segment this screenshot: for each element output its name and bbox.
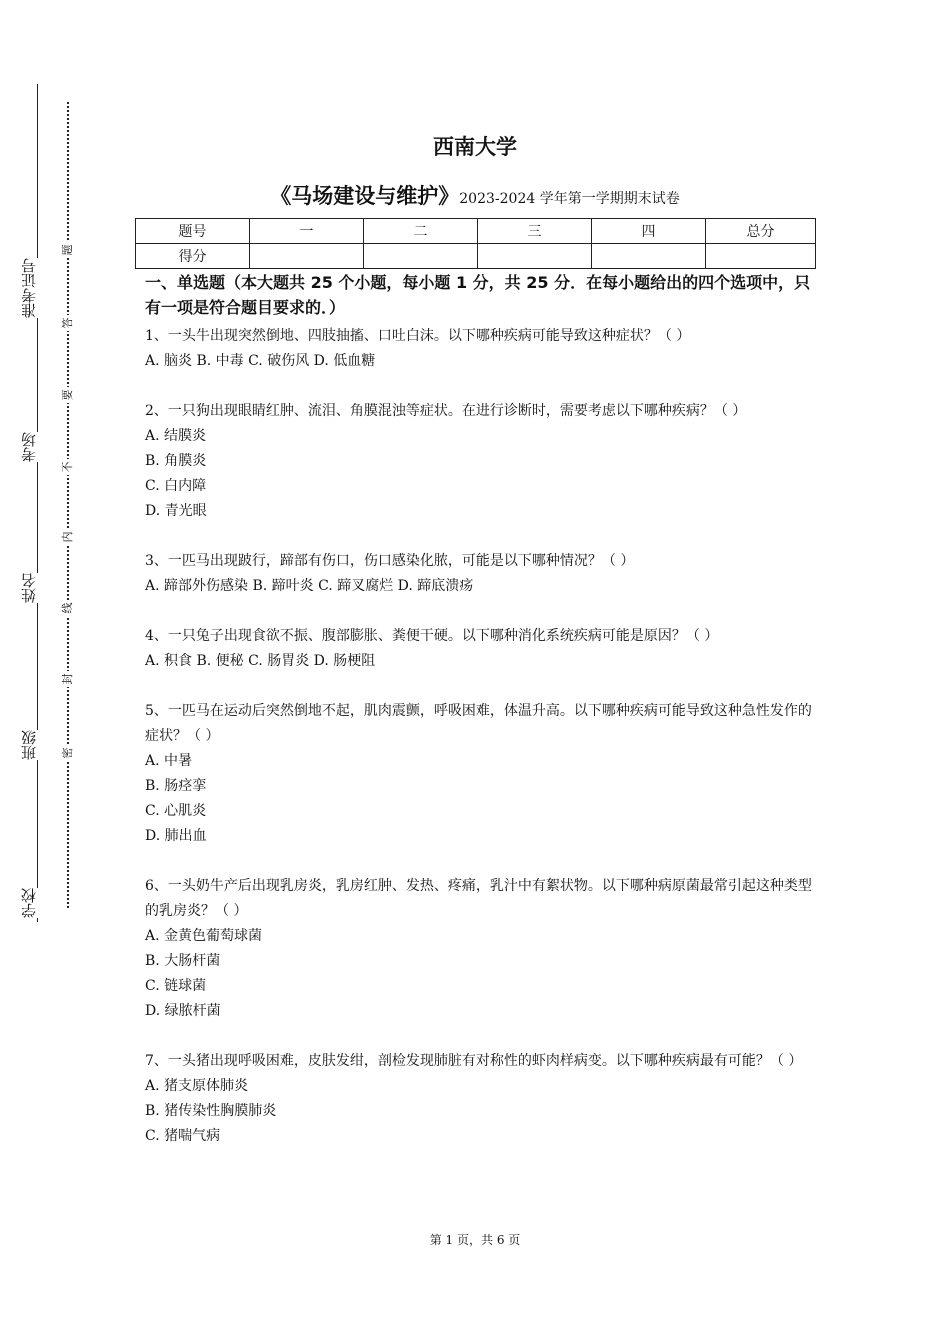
exam-title xyxy=(0,180,950,210)
question-stem: 2、一只狗出现眼睛红肿、流泪、角膜混浊等症状。在进行诊断时，需要考虑以下哪种疾病？（ ） xyxy=(145,403,747,419)
score-cell[interactable] xyxy=(706,244,816,269)
score-cell[interactable] xyxy=(364,244,478,269)
question xyxy=(145,1049,815,1149)
question-options: A. 积食 B. 便秘 C. 肠胃炎 D. 肠梗阻 xyxy=(145,653,376,669)
question-stem: 6、一头奶牛产后出现乳房炎，乳房红肿、发热、疼痛，乳汁中有絮状物。以下哪种病原菌最常引起这种类型的乳房炎？（ ） xyxy=(145,878,812,919)
seal-char: 线 xyxy=(61,600,75,616)
question-option: C. 链球菌 xyxy=(145,978,207,994)
label-exam-room: 考场 xyxy=(20,432,38,462)
question-option: B. 猪传染性胸膜肺炎 xyxy=(145,1103,277,1119)
seal-char: 题 xyxy=(61,242,75,258)
question-stem: 4、一只兔子出现食欲不振、腹部膨胀、粪便干硬。以下哪种消化系统疾病可能是原因？（ ） xyxy=(145,628,719,644)
question-option: D. 青光眼 xyxy=(145,503,207,519)
question-content xyxy=(145,270,815,1149)
score-header-cell: 总分 xyxy=(706,219,816,244)
question-stem: 7、一头猪出现呼吸困难，皮肤发绀，剖检发现肺脏有对称性的虾肉样病变。以下哪种疾病最有可能？（ ） xyxy=(145,1053,803,1069)
score-header-cell: 二 xyxy=(364,219,478,244)
question xyxy=(145,699,815,849)
seal-char: 答 xyxy=(61,315,75,331)
question-option: B. 大肠杆菌 xyxy=(145,953,221,969)
binding-dotted-line xyxy=(67,102,69,908)
score-table xyxy=(135,218,816,269)
question-option: C. 心肌炎 xyxy=(145,803,207,819)
score-table-score-row xyxy=(136,244,816,269)
course-name: 《马场建设与维护》 xyxy=(270,184,460,208)
question-options: A. 脑炎 B. 中毒 C. 破伤风 D. 低血糖 xyxy=(145,353,376,369)
question-option: B. 角膜炎 xyxy=(145,453,207,469)
question-option: C. 猪喘气病 xyxy=(145,1128,221,1144)
question-option: A. 结膜炎 xyxy=(145,428,207,444)
score-header-cell: 一 xyxy=(250,219,364,244)
question-option: D. 绿脓杆菌 xyxy=(145,1003,221,1019)
question-stem: 5、一匹马在运动后突然倒地不起，肌肉震颤，呼吸困难，体温升高。以下哪种疾病可能导致这种急性发作的症状？（ ） xyxy=(145,703,812,744)
question-stem: 3、一匹马出现跛行，蹄部有伤口，伤口感染化脓，可能是以下哪种情况？（ ） xyxy=(145,553,635,569)
question xyxy=(145,324,815,374)
label-school: 学校 xyxy=(20,888,38,918)
label-name: 姓名 xyxy=(20,573,38,603)
question-stem: 1、一头牛出现突然倒地、四肢抽搐、口吐白沫。以下哪种疾病可能导致这种症状？（ ） xyxy=(145,328,691,344)
seal-char: 不 xyxy=(61,459,75,475)
label-class: 班级 xyxy=(20,730,38,760)
score-cell[interactable] xyxy=(478,244,592,269)
seal-char: 要 xyxy=(61,387,75,403)
question xyxy=(145,874,815,1024)
question-option: A. 金黄色葡萄球菌 xyxy=(145,928,263,944)
question-option: C. 白内障 xyxy=(145,478,207,494)
score-header-cell: 四 xyxy=(592,219,706,244)
question-options: A. 蹄部外伤感染 B. 蹄叶炎 C. 蹄叉腐烂 D. 蹄底溃疡 xyxy=(145,578,474,594)
score-cell[interactable] xyxy=(592,244,706,269)
score-table-header-row xyxy=(136,219,816,244)
question xyxy=(145,624,815,674)
label-exam-number: 准考证号 xyxy=(20,258,38,318)
exam-term: 2023-2024 学年第一学期期末试卷 xyxy=(459,191,680,207)
seal-char: 密 xyxy=(61,745,75,761)
question-option: D. 肺出血 xyxy=(145,828,207,844)
section-title: 一、单选题（本大题共 25 个小题，每小题 1 分，共 25 分．在每小题给出的四个选项中，只有一项是符合题目要求的．） xyxy=(145,273,811,317)
question xyxy=(145,399,815,524)
question-option: A. 猪支原体肺炎 xyxy=(145,1078,249,1094)
question-option: B. 肠痉挛 xyxy=(145,778,207,794)
seal-char: 内 xyxy=(61,529,75,545)
school-name: 西南大学 xyxy=(433,135,517,159)
score-cell[interactable] xyxy=(250,244,364,269)
page-footer: 第 1 页，共 6 页 xyxy=(429,1233,521,1247)
seal-char: 封 xyxy=(61,671,75,687)
score-header-cell: 题号 xyxy=(136,219,250,244)
score-header-cell: 三 xyxy=(478,219,592,244)
question-option: A. 中暑 xyxy=(145,753,193,769)
question xyxy=(145,549,815,599)
score-row-label: 得分 xyxy=(136,244,250,269)
